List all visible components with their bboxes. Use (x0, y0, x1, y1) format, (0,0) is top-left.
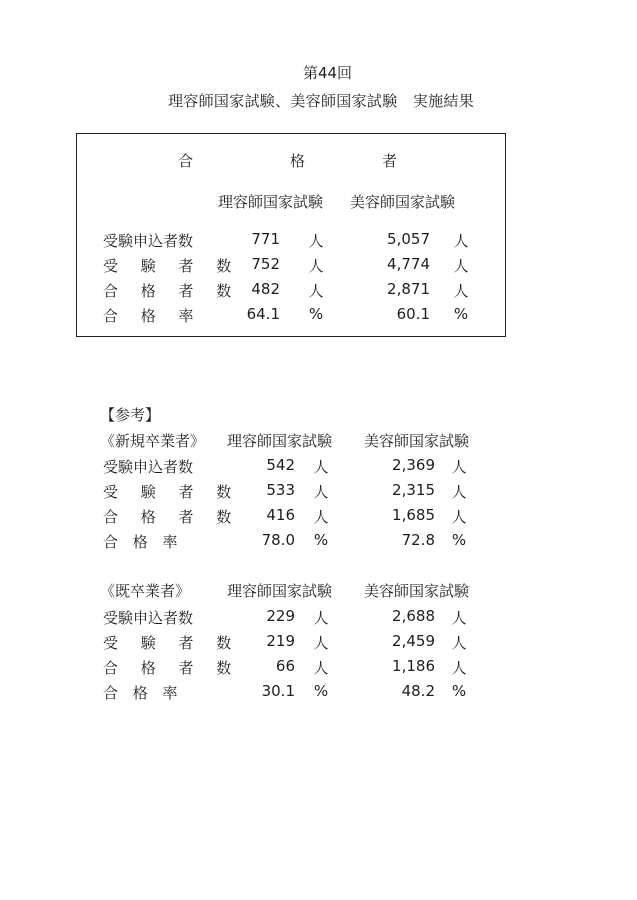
summary-col-beauty: 美容師国家試験 (350, 193, 456, 211)
beauty-unit: 人 (451, 659, 467, 677)
barber-value: 66 (275, 657, 295, 675)
summary-col-barber: 理容師国家試験 (218, 193, 324, 211)
barber-value: 219 (266, 632, 295, 650)
barber-unit: 人 (313, 483, 329, 501)
beauty-value: 2,871 (387, 280, 430, 298)
row-label: 受 験 者 数 (103, 634, 241, 652)
beauty-unit: 人 (453, 232, 469, 250)
barber-unit: 人 (308, 257, 324, 275)
beauty-value: 72.8 (401, 531, 435, 549)
beauty-unit: 人 (451, 508, 467, 526)
barber-unit: 人 (313, 634, 329, 652)
barber-unit: 人 (308, 232, 324, 250)
beauty-value: 2,315 (392, 481, 435, 499)
barber-value: 78.0 (261, 531, 295, 549)
barber-value: 416 (266, 506, 295, 524)
barber-value: 542 (266, 456, 295, 474)
beauty-value: 2,688 (392, 607, 435, 625)
document-title: 理容師国家試験、美容師国家試験 実施結果 (168, 92, 475, 110)
beauty-value: 60.1 (396, 305, 430, 323)
row-label: 受験申込者数 (103, 232, 194, 250)
new-grads-col-barber: 理容師国家試験 (227, 432, 333, 450)
beauty-unit: % (451, 682, 467, 700)
barber-value: 771 (251, 230, 280, 248)
prior-grads-label: 《既卒業者》 (100, 582, 191, 600)
barber-unit: 人 (313, 609, 329, 627)
beauty-value: 4,774 (387, 255, 430, 273)
beauty-value: 1,186 (392, 657, 435, 675)
summary-heading-char-3: 者 (382, 152, 398, 170)
row-label: 合 格 者 数 (103, 659, 241, 677)
beauty-unit: 人 (453, 257, 469, 275)
barber-unit: 人 (313, 659, 329, 677)
barber-value: 533 (266, 481, 295, 499)
barber-unit: 人 (313, 508, 329, 526)
row-label: 合 格 者 数 (103, 508, 241, 526)
document-number: 第44回 (302, 64, 353, 82)
beauty-unit: % (453, 305, 469, 323)
barber-unit: % (313, 682, 329, 700)
barber-unit: 人 (308, 282, 324, 300)
row-label: 受 験 者 数 (103, 483, 241, 501)
row-label: 合 格 率 (103, 307, 203, 325)
barber-value: 30.1 (261, 682, 295, 700)
row-label: 受 験 者 数 (103, 257, 241, 275)
row-label: 合 格 率 (103, 684, 183, 702)
barber-value: 64.1 (246, 305, 280, 323)
beauty-unit: % (451, 531, 467, 549)
beauty-value: 2,369 (392, 456, 435, 474)
row-label: 合 格 率 (103, 533, 183, 551)
barber-value: 752 (251, 255, 280, 273)
beauty-value: 5,057 (387, 230, 430, 248)
barber-value: 229 (266, 607, 295, 625)
beauty-unit: 人 (451, 458, 467, 476)
beauty-value: 48.2 (401, 682, 435, 700)
row-label: 受験申込者数 (103, 458, 194, 476)
beauty-value: 2,459 (392, 632, 435, 650)
prior-grads-col-beauty: 美容師国家試験 (364, 582, 470, 600)
summary-heading-char-1: 合 (178, 152, 194, 170)
beauty-unit: 人 (453, 282, 469, 300)
barber-unit: % (313, 531, 329, 549)
barber-unit: % (308, 305, 324, 323)
row-label: 受験申込者数 (103, 609, 194, 627)
reference-heading: 【参考】 (100, 406, 161, 424)
barber-value: 482 (251, 280, 280, 298)
beauty-unit: 人 (451, 483, 467, 501)
summary-heading-char-2: 格 (290, 152, 306, 170)
row-label: 合 格 者 数 (103, 282, 241, 300)
new-grads-label: 《新規卒業者》 (100, 432, 206, 450)
barber-unit: 人 (313, 458, 329, 476)
prior-grads-col-barber: 理容師国家試験 (227, 582, 333, 600)
beauty-value: 1,685 (392, 506, 435, 524)
beauty-unit: 人 (451, 634, 467, 652)
beauty-unit: 人 (451, 609, 467, 627)
new-grads-col-beauty: 美容師国家試験 (364, 432, 470, 450)
